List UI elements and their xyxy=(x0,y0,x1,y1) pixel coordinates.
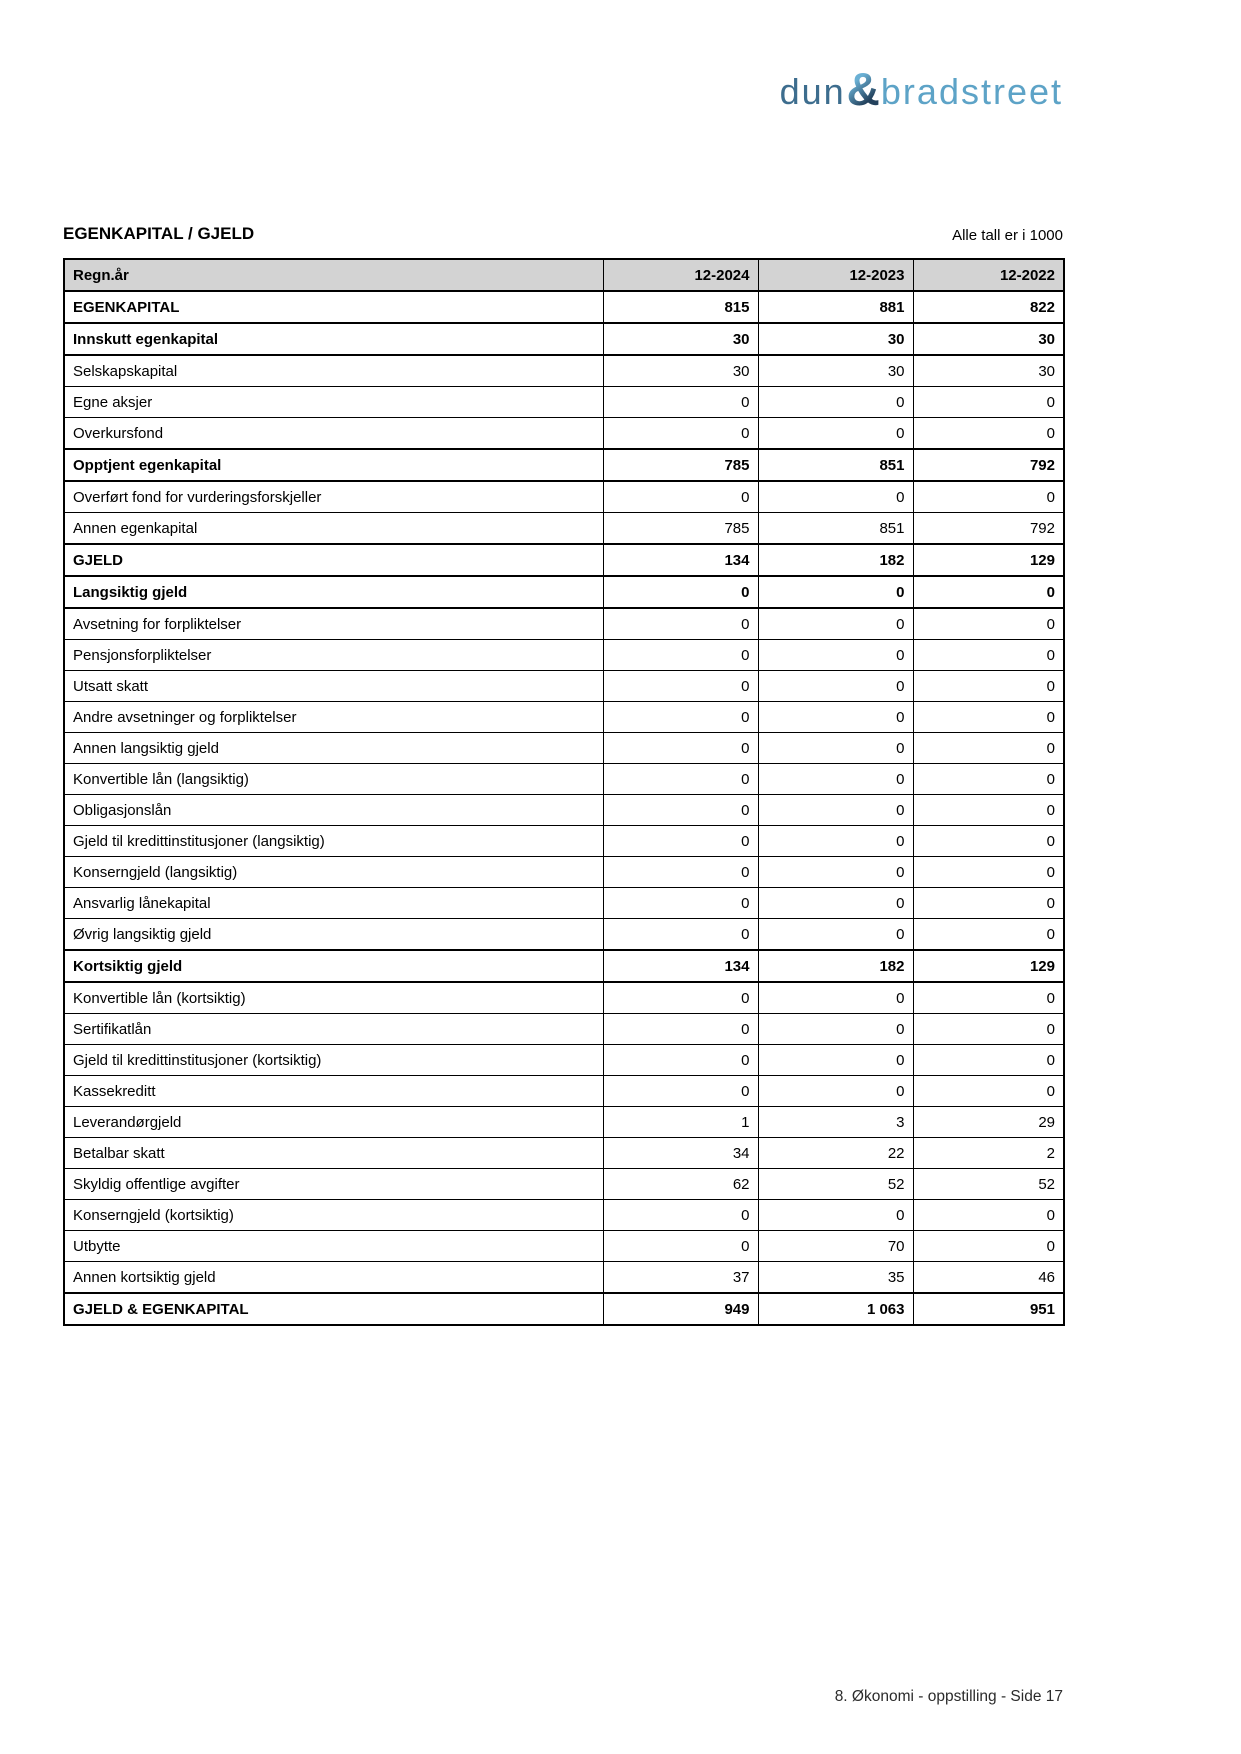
row-label: Gjeld til kredittinstitusjoner (langsiktig) xyxy=(64,826,603,857)
row-label: GJELD & EGENKAPITAL xyxy=(64,1293,603,1325)
row-label: Konserngjeld (langsiktig) xyxy=(64,857,603,888)
row-label: GJELD xyxy=(64,544,603,576)
row-value: 0 xyxy=(603,1076,758,1107)
row-label: Langsiktig gjeld xyxy=(64,576,603,608)
row-value: 951 xyxy=(913,1293,1064,1325)
row-value: 785 xyxy=(603,513,758,545)
row-value: 0 xyxy=(603,671,758,702)
table-row xyxy=(64,826,1064,857)
row-value: 0 xyxy=(603,576,758,608)
row-value: 0 xyxy=(603,888,758,919)
row-value: 0 xyxy=(913,640,1064,671)
row-value: 134 xyxy=(603,950,758,982)
row-value: 0 xyxy=(758,608,913,640)
row-label: Ansvarlig lånekapital xyxy=(64,888,603,919)
row-label: Betalbar skatt xyxy=(64,1138,603,1169)
row-value: 0 xyxy=(603,1200,758,1231)
row-value: 0 xyxy=(758,1014,913,1045)
row-value: 0 xyxy=(758,857,913,888)
row-value: 0 xyxy=(603,702,758,733)
page-footer: 8. Økonomi - oppstilling - Side 17 xyxy=(834,1688,1063,1705)
table-header-row xyxy=(64,259,1064,291)
dun-bradstreet-logo xyxy=(779,63,1063,115)
table-row xyxy=(64,671,1064,702)
row-label: Gjeld til kredittinstitusjoner (kortsiktig) xyxy=(64,1045,603,1076)
row-label: Kortsiktig gjeld xyxy=(64,950,603,982)
row-value: 0 xyxy=(913,1231,1064,1262)
row-value: 0 xyxy=(758,826,913,857)
table-row xyxy=(64,1231,1064,1262)
row-value: 62 xyxy=(603,1169,758,1200)
row-value: 0 xyxy=(913,919,1064,951)
row-label: Konvertible lån (kortsiktig) xyxy=(64,982,603,1014)
row-label: Opptjent egenkapital xyxy=(64,449,603,481)
table-row xyxy=(64,1262,1064,1294)
row-value: 22 xyxy=(758,1138,913,1169)
row-value: 0 xyxy=(913,481,1064,513)
row-value: 0 xyxy=(758,418,913,450)
row-value: 792 xyxy=(913,513,1064,545)
table-row xyxy=(64,544,1064,576)
table-row xyxy=(64,608,1064,640)
row-value: 30 xyxy=(603,323,758,355)
row-label: Andre avsetninger og forpliktelser xyxy=(64,702,603,733)
table-row xyxy=(64,982,1064,1014)
row-value: 34 xyxy=(603,1138,758,1169)
row-label: Øvrig langsiktig gjeld xyxy=(64,919,603,951)
table-row xyxy=(64,355,1064,387)
row-label: EGENKAPITAL xyxy=(64,291,603,323)
table-row xyxy=(64,640,1064,671)
row-value: 851 xyxy=(758,513,913,545)
row-value: 52 xyxy=(913,1169,1064,1200)
table-row xyxy=(64,1045,1064,1076)
row-value: 0 xyxy=(758,919,913,951)
row-value: 851 xyxy=(758,449,913,481)
table-row xyxy=(64,919,1064,951)
row-value: 0 xyxy=(603,795,758,826)
row-value: 0 xyxy=(913,387,1064,418)
row-value: 822 xyxy=(913,291,1064,323)
row-value: 949 xyxy=(603,1293,758,1325)
row-value: 0 xyxy=(913,1045,1064,1076)
table-row xyxy=(64,1107,1064,1138)
row-value: 37 xyxy=(603,1262,758,1294)
row-value: 0 xyxy=(913,982,1064,1014)
row-value: 0 xyxy=(913,1014,1064,1045)
row-value: 815 xyxy=(603,291,758,323)
row-label: Obligasjonslån xyxy=(64,795,603,826)
row-value: 0 xyxy=(603,481,758,513)
row-value: 0 xyxy=(913,733,1064,764)
row-value: 0 xyxy=(758,387,913,418)
row-value: 30 xyxy=(603,355,758,387)
row-label: Annen kortsiktig gjeld xyxy=(64,1262,603,1294)
row-value: 0 xyxy=(603,418,758,450)
column-header-12-2022: 12-2022 xyxy=(913,259,1064,291)
row-value: 0 xyxy=(758,795,913,826)
table-row xyxy=(64,481,1064,513)
row-label: Konserngjeld (kortsiktig) xyxy=(64,1200,603,1231)
table-row xyxy=(64,323,1064,355)
table-row xyxy=(64,387,1064,418)
row-value: 0 xyxy=(758,576,913,608)
row-value: 0 xyxy=(603,1231,758,1262)
table-row xyxy=(64,449,1064,481)
row-value: 30 xyxy=(913,323,1064,355)
table-row xyxy=(64,733,1064,764)
table-row xyxy=(64,1200,1064,1231)
row-label: Utsatt skatt xyxy=(64,671,603,702)
row-value: 0 xyxy=(913,826,1064,857)
row-label: Overført fond for vurderingsforskjeller xyxy=(64,481,603,513)
row-value: 0 xyxy=(913,671,1064,702)
row-value: 0 xyxy=(913,857,1064,888)
row-value: 29 xyxy=(913,1107,1064,1138)
row-value: 0 xyxy=(758,888,913,919)
row-label: Annen langsiktig gjeld xyxy=(64,733,603,764)
table-row xyxy=(64,513,1064,545)
row-label: Skyldig offentlige avgifter xyxy=(64,1169,603,1200)
row-label: Selskapskapital xyxy=(64,355,603,387)
row-value: 0 xyxy=(913,702,1064,733)
table-row xyxy=(64,1169,1064,1200)
row-value: 134 xyxy=(603,544,758,576)
unit-note: Alle tall er i 1000 xyxy=(952,227,1063,244)
row-label: Annen egenkapital xyxy=(64,513,603,545)
row-label: Avsetning for forpliktelser xyxy=(64,608,603,640)
row-label: Leverandørgjeld xyxy=(64,1107,603,1138)
row-value: 0 xyxy=(758,764,913,795)
table-row xyxy=(64,1076,1064,1107)
row-value: 0 xyxy=(603,640,758,671)
title-row xyxy=(63,224,1063,244)
row-label: Sertifikatlån xyxy=(64,1014,603,1045)
row-value: 182 xyxy=(758,950,913,982)
table-row xyxy=(64,950,1064,982)
row-value: 0 xyxy=(758,640,913,671)
row-value: 46 xyxy=(913,1262,1064,1294)
row-value: 0 xyxy=(913,608,1064,640)
row-value: 0 xyxy=(603,1014,758,1045)
row-value: 0 xyxy=(913,1076,1064,1107)
row-label: Pensjonsforpliktelser xyxy=(64,640,603,671)
row-value: 0 xyxy=(603,1045,758,1076)
row-value: 785 xyxy=(603,449,758,481)
row-value: 1 063 xyxy=(758,1293,913,1325)
row-value: 30 xyxy=(913,355,1064,387)
row-value: 30 xyxy=(758,355,913,387)
row-value: 0 xyxy=(603,857,758,888)
row-value: 0 xyxy=(758,733,913,764)
row-label: Konvertible lån (langsiktig) xyxy=(64,764,603,795)
row-value: 2 xyxy=(913,1138,1064,1169)
table-row xyxy=(64,857,1064,888)
row-value: 70 xyxy=(758,1231,913,1262)
row-value: 0 xyxy=(603,387,758,418)
row-value: 0 xyxy=(758,1076,913,1107)
row-value: 1 xyxy=(603,1107,758,1138)
row-value: 182 xyxy=(758,544,913,576)
row-value: 30 xyxy=(758,323,913,355)
column-header-12-2024: 12-2024 xyxy=(603,259,758,291)
row-value: 0 xyxy=(758,671,913,702)
table-row xyxy=(64,888,1064,919)
row-value: 792 xyxy=(913,449,1064,481)
row-label: Overkursfond xyxy=(64,418,603,450)
row-label: Kassekreditt xyxy=(64,1076,603,1107)
row-value: 0 xyxy=(913,888,1064,919)
table-row xyxy=(64,418,1064,450)
row-value: 0 xyxy=(758,1045,913,1076)
table-row xyxy=(64,576,1064,608)
table-row xyxy=(64,702,1064,733)
row-value: 0 xyxy=(913,576,1064,608)
row-value: 3 xyxy=(758,1107,913,1138)
row-value: 0 xyxy=(603,919,758,951)
table-row xyxy=(64,1293,1064,1325)
column-header-12-2023: 12-2023 xyxy=(758,259,913,291)
column-header-regnar: Regn.år xyxy=(64,259,603,291)
table-row xyxy=(64,795,1064,826)
table-row xyxy=(64,1014,1064,1045)
row-value: 0 xyxy=(603,982,758,1014)
row-value: 0 xyxy=(913,1200,1064,1231)
row-value: 35 xyxy=(758,1262,913,1294)
row-value: 52 xyxy=(758,1169,913,1200)
table-row xyxy=(64,764,1064,795)
row-value: 0 xyxy=(603,733,758,764)
logo-text-bradstreet: bradstreet xyxy=(880,71,1063,112)
row-value: 0 xyxy=(913,795,1064,826)
row-value: 0 xyxy=(913,764,1064,795)
row-value: 0 xyxy=(913,418,1064,450)
equity-debt-table xyxy=(63,258,1065,1326)
row-value: 881 xyxy=(758,291,913,323)
row-value: 129 xyxy=(913,950,1064,982)
logo-ampersand-icon: & xyxy=(846,63,880,115)
logo-text-dun: dun xyxy=(779,71,846,112)
row-value: 0 xyxy=(758,982,913,1014)
row-value: 0 xyxy=(758,481,913,513)
row-label: Innskutt egenkapital xyxy=(64,323,603,355)
page-title: EGENKAPITAL / GJELD xyxy=(63,224,255,243)
row-value: 0 xyxy=(603,764,758,795)
row-value: 0 xyxy=(603,608,758,640)
row-value: 0 xyxy=(758,702,913,733)
row-value: 129 xyxy=(913,544,1064,576)
row-label: Egne aksjer xyxy=(64,387,603,418)
table-row xyxy=(64,291,1064,323)
table-row xyxy=(64,1138,1064,1169)
row-label: Utbytte xyxy=(64,1231,603,1262)
row-value: 0 xyxy=(758,1200,913,1231)
row-value: 0 xyxy=(603,826,758,857)
